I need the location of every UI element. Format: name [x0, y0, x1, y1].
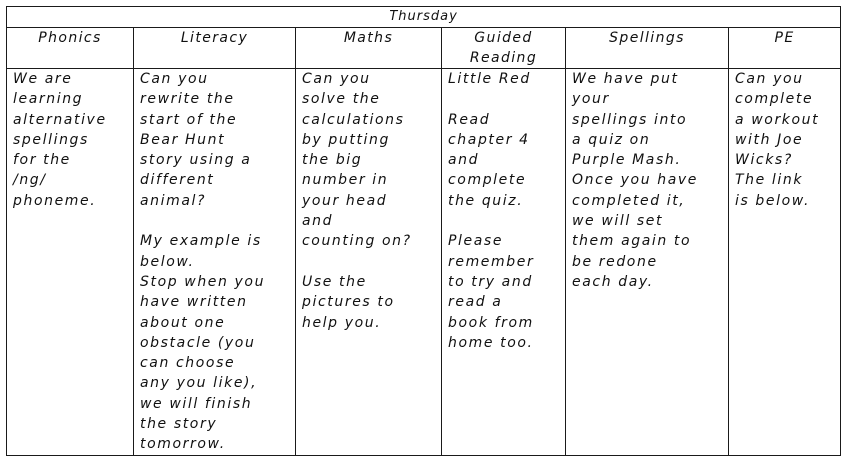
heading-pe: PE — [729, 28, 841, 69]
cell-literacy: Can you rewrite the start of the Bear Hunt story using a different animal? My example is below. Stop when you have written about one obstacle (you can choose any you like), we will finish the story tomorrow. — [134, 69, 296, 456]
heading-literacy: Literacy — [134, 28, 296, 69]
heading-phonics: Phonics — [7, 28, 134, 69]
heading-guided-reading: Guided Reading — [442, 28, 566, 69]
heading-maths: Maths — [296, 28, 442, 69]
cell-maths: Can you solve the calculations by putting the big number in your head and counting on? Use the pictures to help you. — [296, 69, 442, 456]
cell-guided-reading: Little Red Read chapter 4 and complete the quiz. Please remember to try and read a book from home too. — [442, 69, 566, 456]
cell-spellings: We have put your spellings into a quiz on Purple Mash. Once you have completed it, we will set them again to be redone each day. — [566, 69, 729, 456]
heading-spellings: Spellings — [566, 28, 729, 69]
day-header: Thursday — [7, 7, 841, 28]
cell-phonics: We are learning alternative spellings for the /ng/ phoneme. — [7, 69, 134, 456]
timetable — [6, 6, 841, 456]
day-row — [7, 7, 841, 28]
task-row — [7, 69, 841, 456]
subject-heading-row — [7, 28, 841, 69]
cell-pe: Can you complete a workout with Joe Wicks? The link is below. — [729, 69, 841, 456]
